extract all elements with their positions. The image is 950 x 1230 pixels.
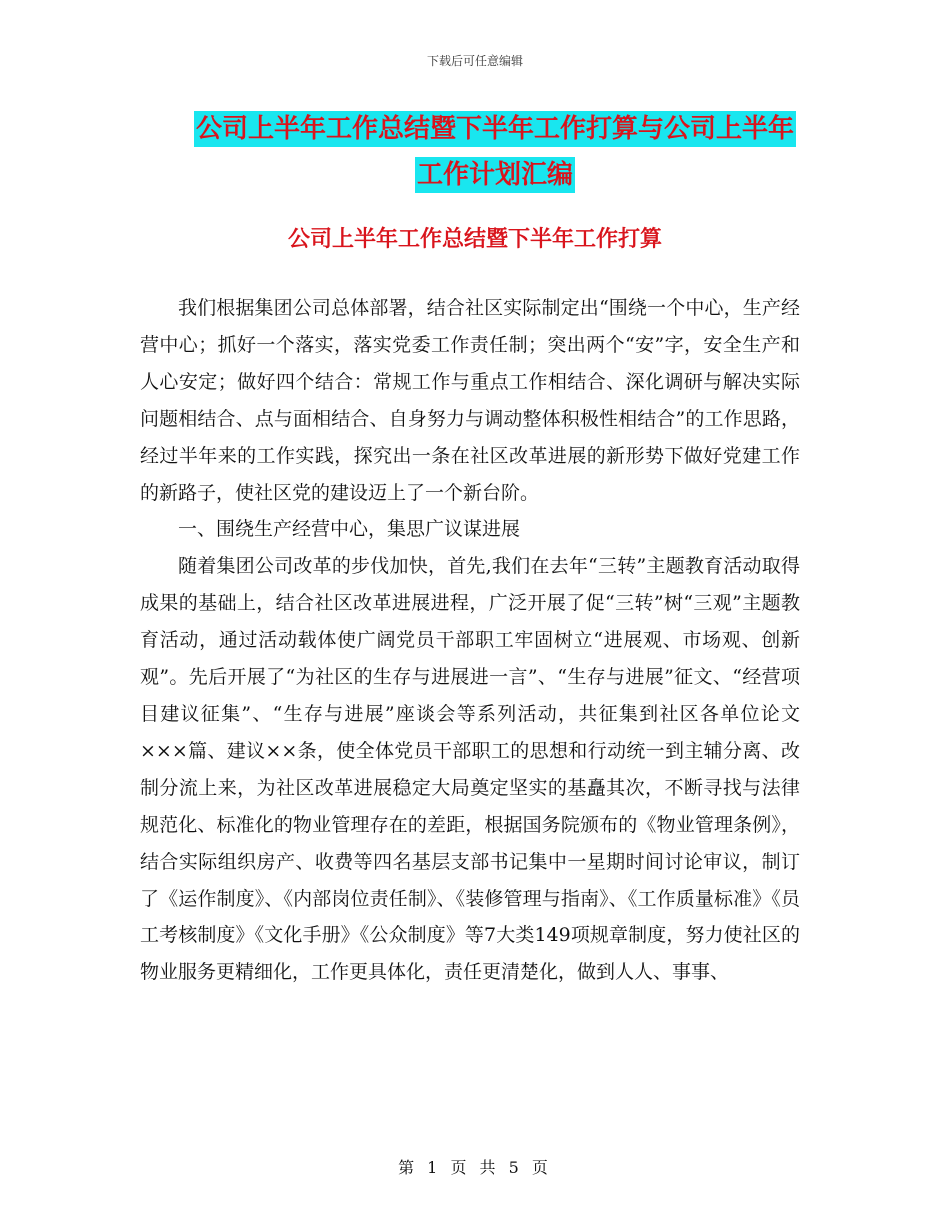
- paragraph-body-1: 随着集团公司改革的步伐加快，首先,我们在去年“三转”主题教育活动取得成果的基础上，结合社区改革进展进程，广泛开展了促“三转”树“三观”主题教育活动，通过活动载体使广阔党员干部职工牢固树立“进展观、市场观、创新观”。先后开展了“为社区的生存与进展进一言”、“生存与进展”征文、“经营项目建议征集”、“生存与进展”座谈会等系列活动，共征集到社区各单位论文×××篇、建议××条，使全体党员干部职工的思想和行动统一到主辅分离、改制分流上来，为社区改革进展稳定大局奠定坚实的基矗其次，不断寻找与法律规范化、标准化的物业管理存在的差距，根据国务院颁布的《物业管理条例》，结合实际组织房产、收费等四名基层支部书记集中一星期时间讨论审议，制订了《运作制度》、《内部岗位责任制》、《装修管理与指南》、《工作质量标准》《员工考核制度》《文化手册》《公众制度》等7大类149项规章制度，努力使社区的物业服务更精细化，工作更具体化，责任更清楚化，做到人人、事事、: [140, 555, 800, 984]
- body-text: [140, 290, 800, 991]
- section-title: 公司上半年工作总结暨下半年工作打算: [287, 227, 662, 252]
- page-footer: 第 1 页 共 5 页: [398, 1158, 552, 1177]
- document-title-line-2: 工作计划汇编: [415, 157, 575, 193]
- paragraph-intro: 我们根据集团公司总体部署，结合社区实际制定出“围绕一个中心，生产经营中心；抓好一个落实，落实党委工作责任制；突出两个“安”字，安全生产和人心安定；做好四个结合：常规工作与重点工作相结合、深化调研与解决实际问题相结合、点与面相结合、自身努力与调动整体积极性相结合”的工作思路，经过半年来的工作实践，探究出一条在社区改革进展的新形势下做好党建工作的新路子，使社区党的建设迈上了一个新台阶。: [140, 297, 800, 504]
- paragraph-heading-1: 一、围绕生产经营中心，集思广议谋进展: [178, 518, 521, 541]
- document-title: [150, 106, 840, 198]
- header-note: 下载后可任意编辑: [426, 54, 523, 68]
- document-title-line-1: 公司上半年工作总结暨下半年工作打算与公司上半年: [194, 111, 796, 147]
